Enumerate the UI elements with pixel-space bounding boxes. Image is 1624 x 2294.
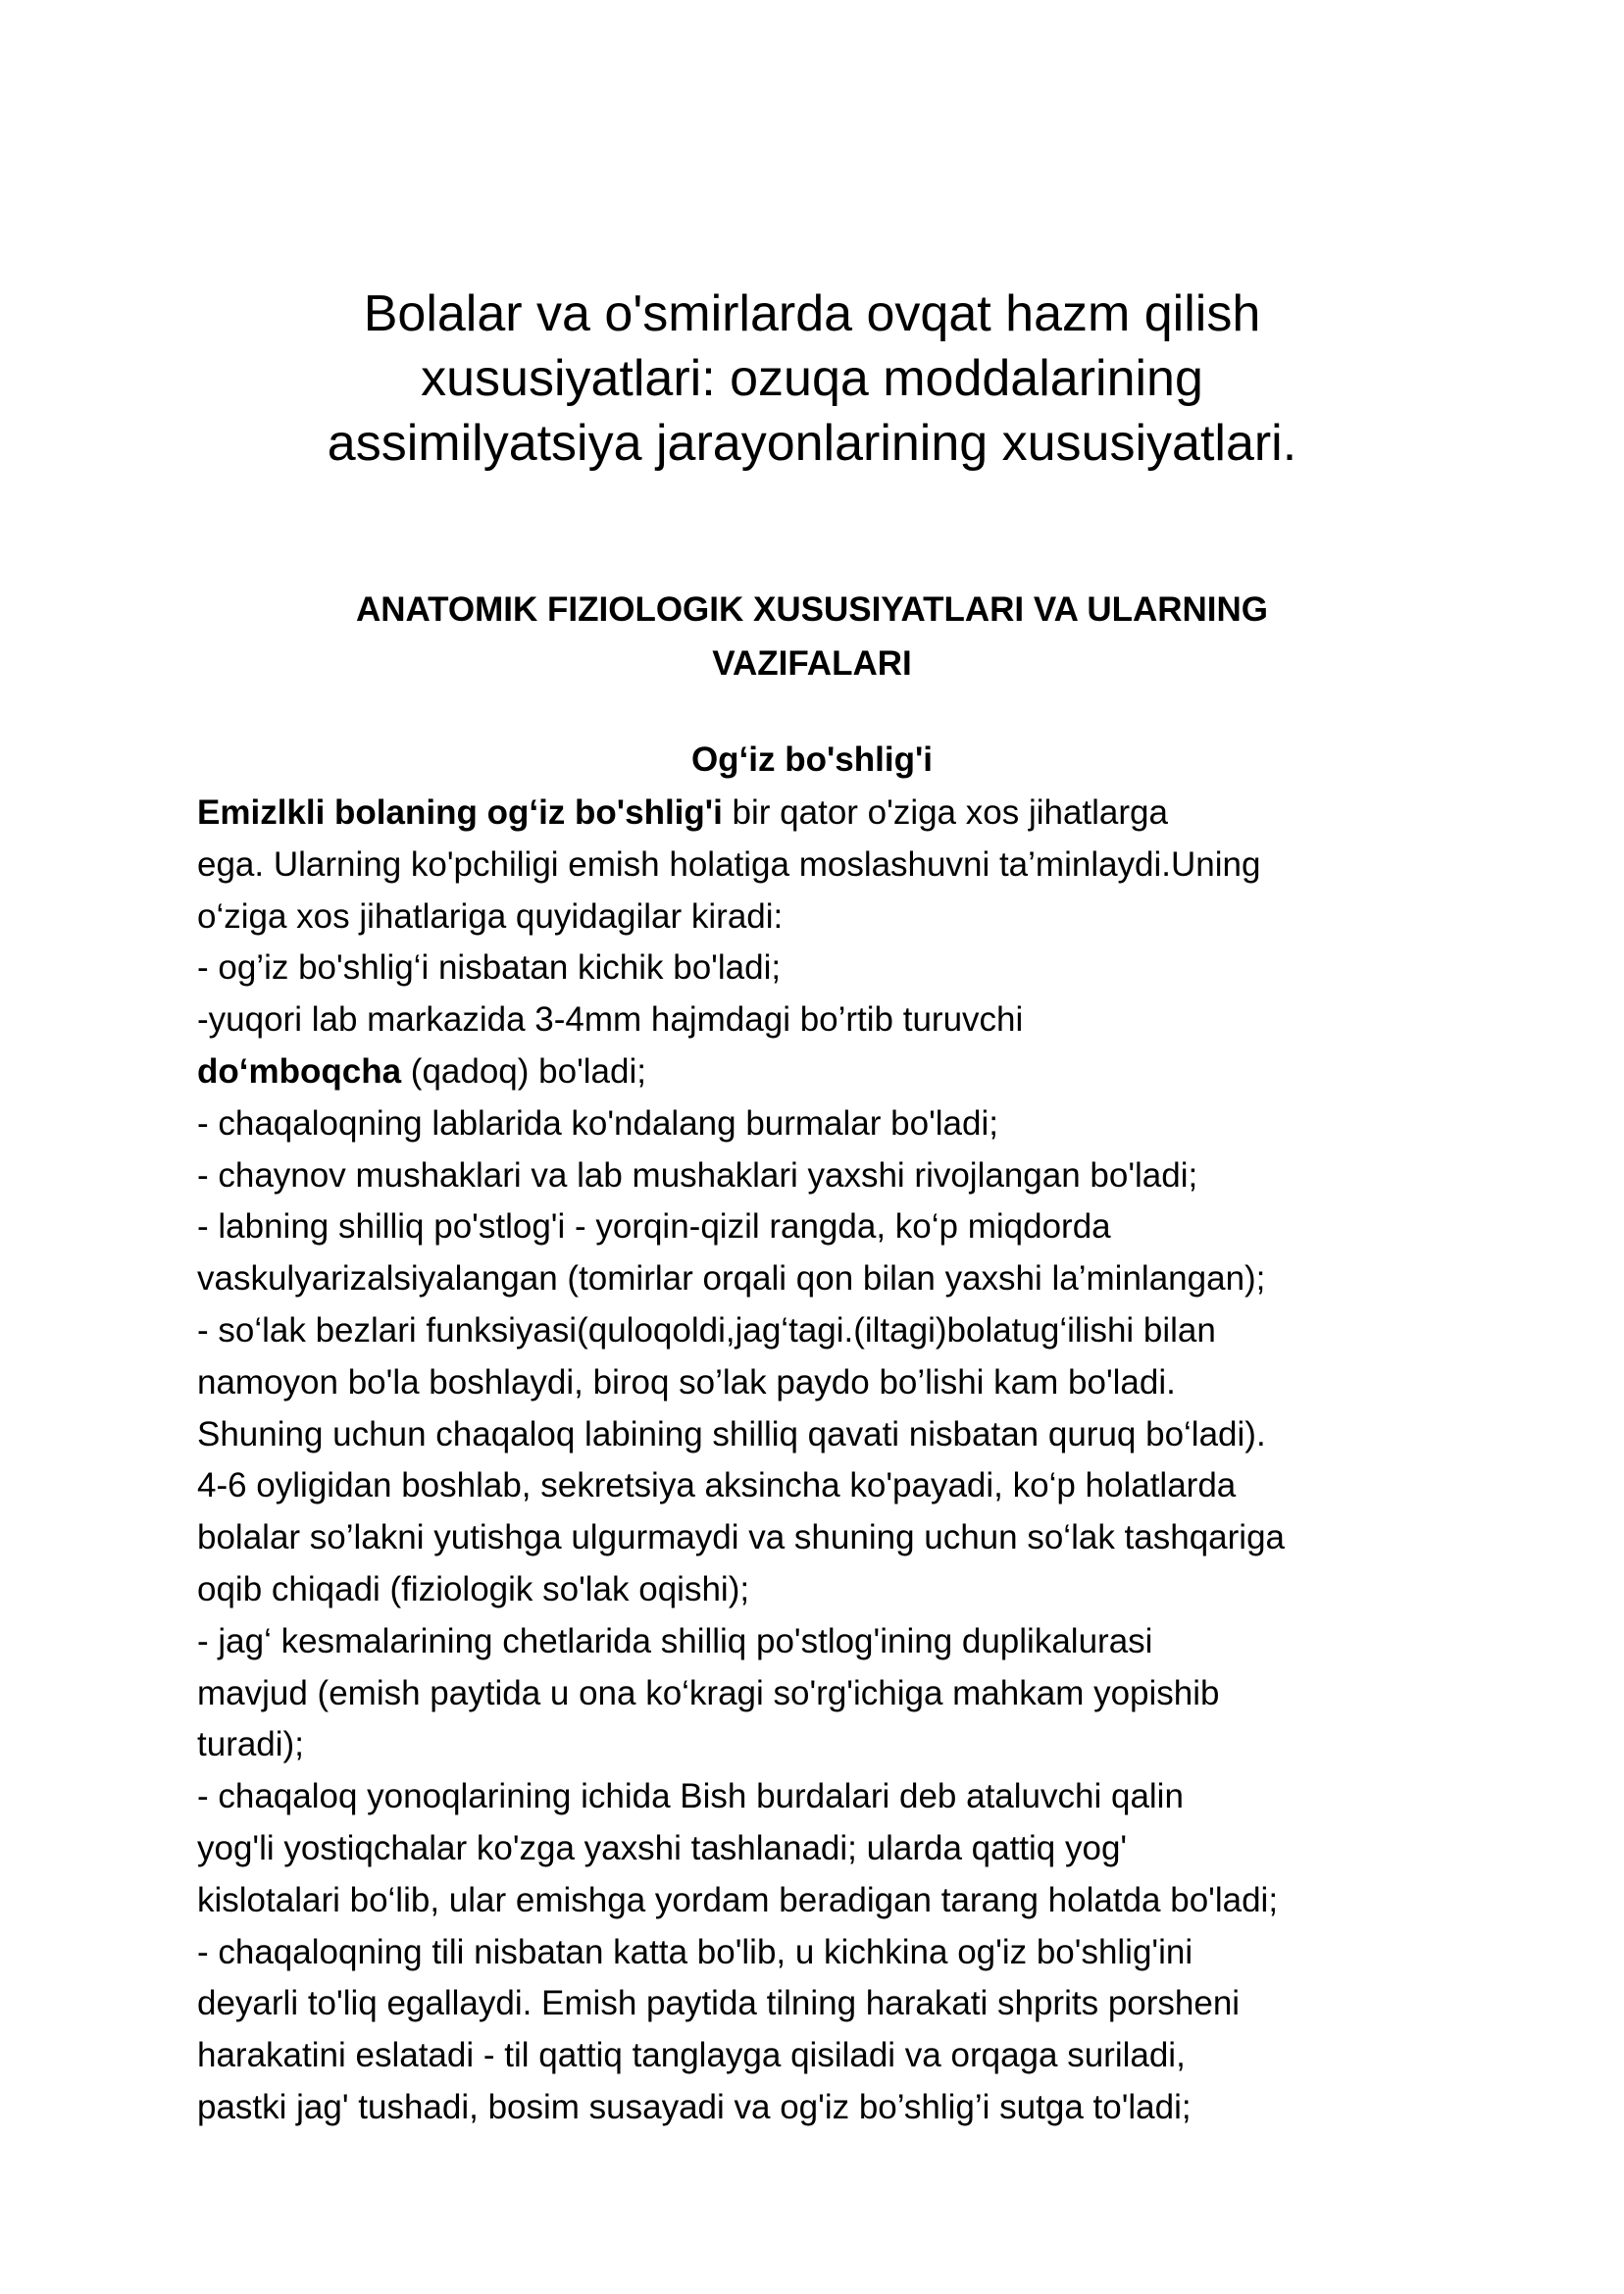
text-line — [197, 1512, 1433, 1564]
line-text: o‘ziga xos jihatlariga quyidagilar kiradi: — [197, 896, 784, 936]
text-line — [197, 1046, 1433, 1098]
title-line: Bolalar va o'smirlarda ovqat hazm qilish — [363, 285, 1261, 342]
body-text — [197, 788, 1433, 2134]
line-text: namoyon bo'la boshlaydi, biroq so’lak paydo bo’lishi kam bo'ladi. — [197, 1362, 1176, 1402]
text-line — [197, 943, 1433, 994]
text-line — [197, 1771, 1433, 1823]
line-text: oqib chiqadi (fiziologik so'lak oqishi); — [197, 1569, 750, 1608]
line-text: - so‘lak bezlari funksiyasi(quloqoldi,jag‘tagi.(iltagi)bolatug‘ilishi bilan — [197, 1310, 1216, 1350]
line-text: (qadoq) bo'ladi; — [401, 1051, 646, 1091]
line-text: - chaqaloqning lablarida ko'ndalang burmalar bo'ladi; — [197, 1103, 998, 1143]
text-line — [197, 788, 1433, 840]
text-line — [197, 1978, 1433, 2030]
text-line — [197, 1098, 1433, 1150]
document-title — [196, 281, 1428, 476]
text-line — [197, 2082, 1433, 2134]
line-text: bolalar so’lakni yutishga ulgurmaydi va shuning uchun so‘lak tashqariga — [197, 1518, 1285, 1557]
line-text: harakatini eslatadi - til qattiq tanglayga qisiladi va orqaga suriladi, — [197, 2036, 1186, 2075]
heading-line: VAZIFALARI — [712, 644, 912, 683]
subsection-heading: Og‘iz bo'shlig'i — [690, 740, 934, 779]
line-text: deyarli to'liq egallaydi. Emish paytida tilning harakati shprits porsheni — [197, 1984, 1241, 2023]
text-line — [197, 1823, 1433, 1875]
text-line — [197, 1357, 1433, 1409]
line-text: - chaqaloq yonoqlarining ichida Bish burdalari deb ataluvchi qalin — [197, 1777, 1184, 1816]
line-text: -yuqori lab markazida 3-4mm hajmdagi bo’rtib turuvchi — [197, 1000, 1024, 1040]
text-line — [197, 2030, 1433, 2082]
line-text: turadi); — [197, 1725, 304, 1764]
heading-line: ANATOMIK FIZIOLOGIK XUSUSIYATLARI VA ULARNING — [355, 590, 1269, 629]
line-text: - labning shilliq po'stlog'i - yorqin-qizil rangda, ko‘p miqdorda — [197, 1207, 1111, 1247]
text-line — [197, 994, 1433, 1046]
line-text: - chaqaloqning tili nisbatan katta bo'lib, u kichkina og'iz bo'shlig'ini — [197, 1932, 1193, 1971]
line-text: yog'li yostiqchalar ko'zga yaxshi tashlanadi; ularda qattiq yog' — [197, 1828, 1128, 1867]
text-line — [197, 1150, 1433, 1202]
section-heading — [196, 583, 1428, 690]
line-text: pastki jag' tushadi, bosim susayadi va og'iz bo’shlig’i sutga to'ladi; — [197, 2087, 1192, 2126]
bold-term: Emizlkli bolaning og‘iz bo'shlig'i — [197, 793, 723, 832]
text-line — [197, 1305, 1433, 1357]
line-text: bir qator o'ziga xos jihatlarga — [722, 793, 1168, 832]
line-text: - og’iz bo'shlig‘i nisbatan kichik bo'ladi; — [197, 948, 782, 988]
line-text: mavjud (emish paytida u ona ko‘kragi so'rg'ichiga mahkam yopishib — [197, 1673, 1220, 1712]
line-text: kislotalari bo‘lib, ular emishga yordam beradigan tarang holatda bo'ladi; — [197, 1880, 1279, 1919]
text-line — [197, 1875, 1433, 1927]
bold-term: do‘mboqcha — [197, 1051, 402, 1091]
text-line — [197, 1201, 1433, 1253]
line-text: Shuning uchun chaqaloq labining shilliq qavati nisbatan quruq bo‘ladi). — [197, 1414, 1266, 1453]
text-line — [197, 1616, 1433, 1668]
line-text: - chaynov mushaklari va lab mushaklari yaxshi rivojlangan bo'ladi; — [197, 1155, 1198, 1195]
text-line — [197, 1668, 1433, 1720]
text-line — [197, 892, 1433, 943]
text-line — [197, 1927, 1433, 1979]
line-text: ega. Ularning ko'pchiligi emish holatiga moslashuvni ta’minlaydi.Uning — [197, 844, 1261, 884]
line-text: 4-6 oyligidan boshlab, sekretsiya aksincha ko'payadi, ko‘p holatlarda — [197, 1466, 1237, 1505]
text-line — [197, 1719, 1433, 1771]
line-text: - jag‘ kesmalarining chetlarida shilliq po'stlog'ining duplikalurasi — [197, 1621, 1153, 1660]
line-text: vaskulyarizalsiyalangan (tomirlar orqali qon bilan yaxshi la’minlangan); — [197, 1259, 1266, 1299]
title-line: xususiyatlari: ozuqa moddalarining — [421, 350, 1203, 407]
text-line — [197, 1409, 1433, 1461]
text-line — [197, 1460, 1433, 1512]
text-line — [197, 1564, 1433, 1616]
text-line — [197, 840, 1433, 892]
title-line: assimilyatsiya jarayonlarining xususiyatlari. — [327, 415, 1297, 472]
text-line — [197, 1253, 1433, 1305]
